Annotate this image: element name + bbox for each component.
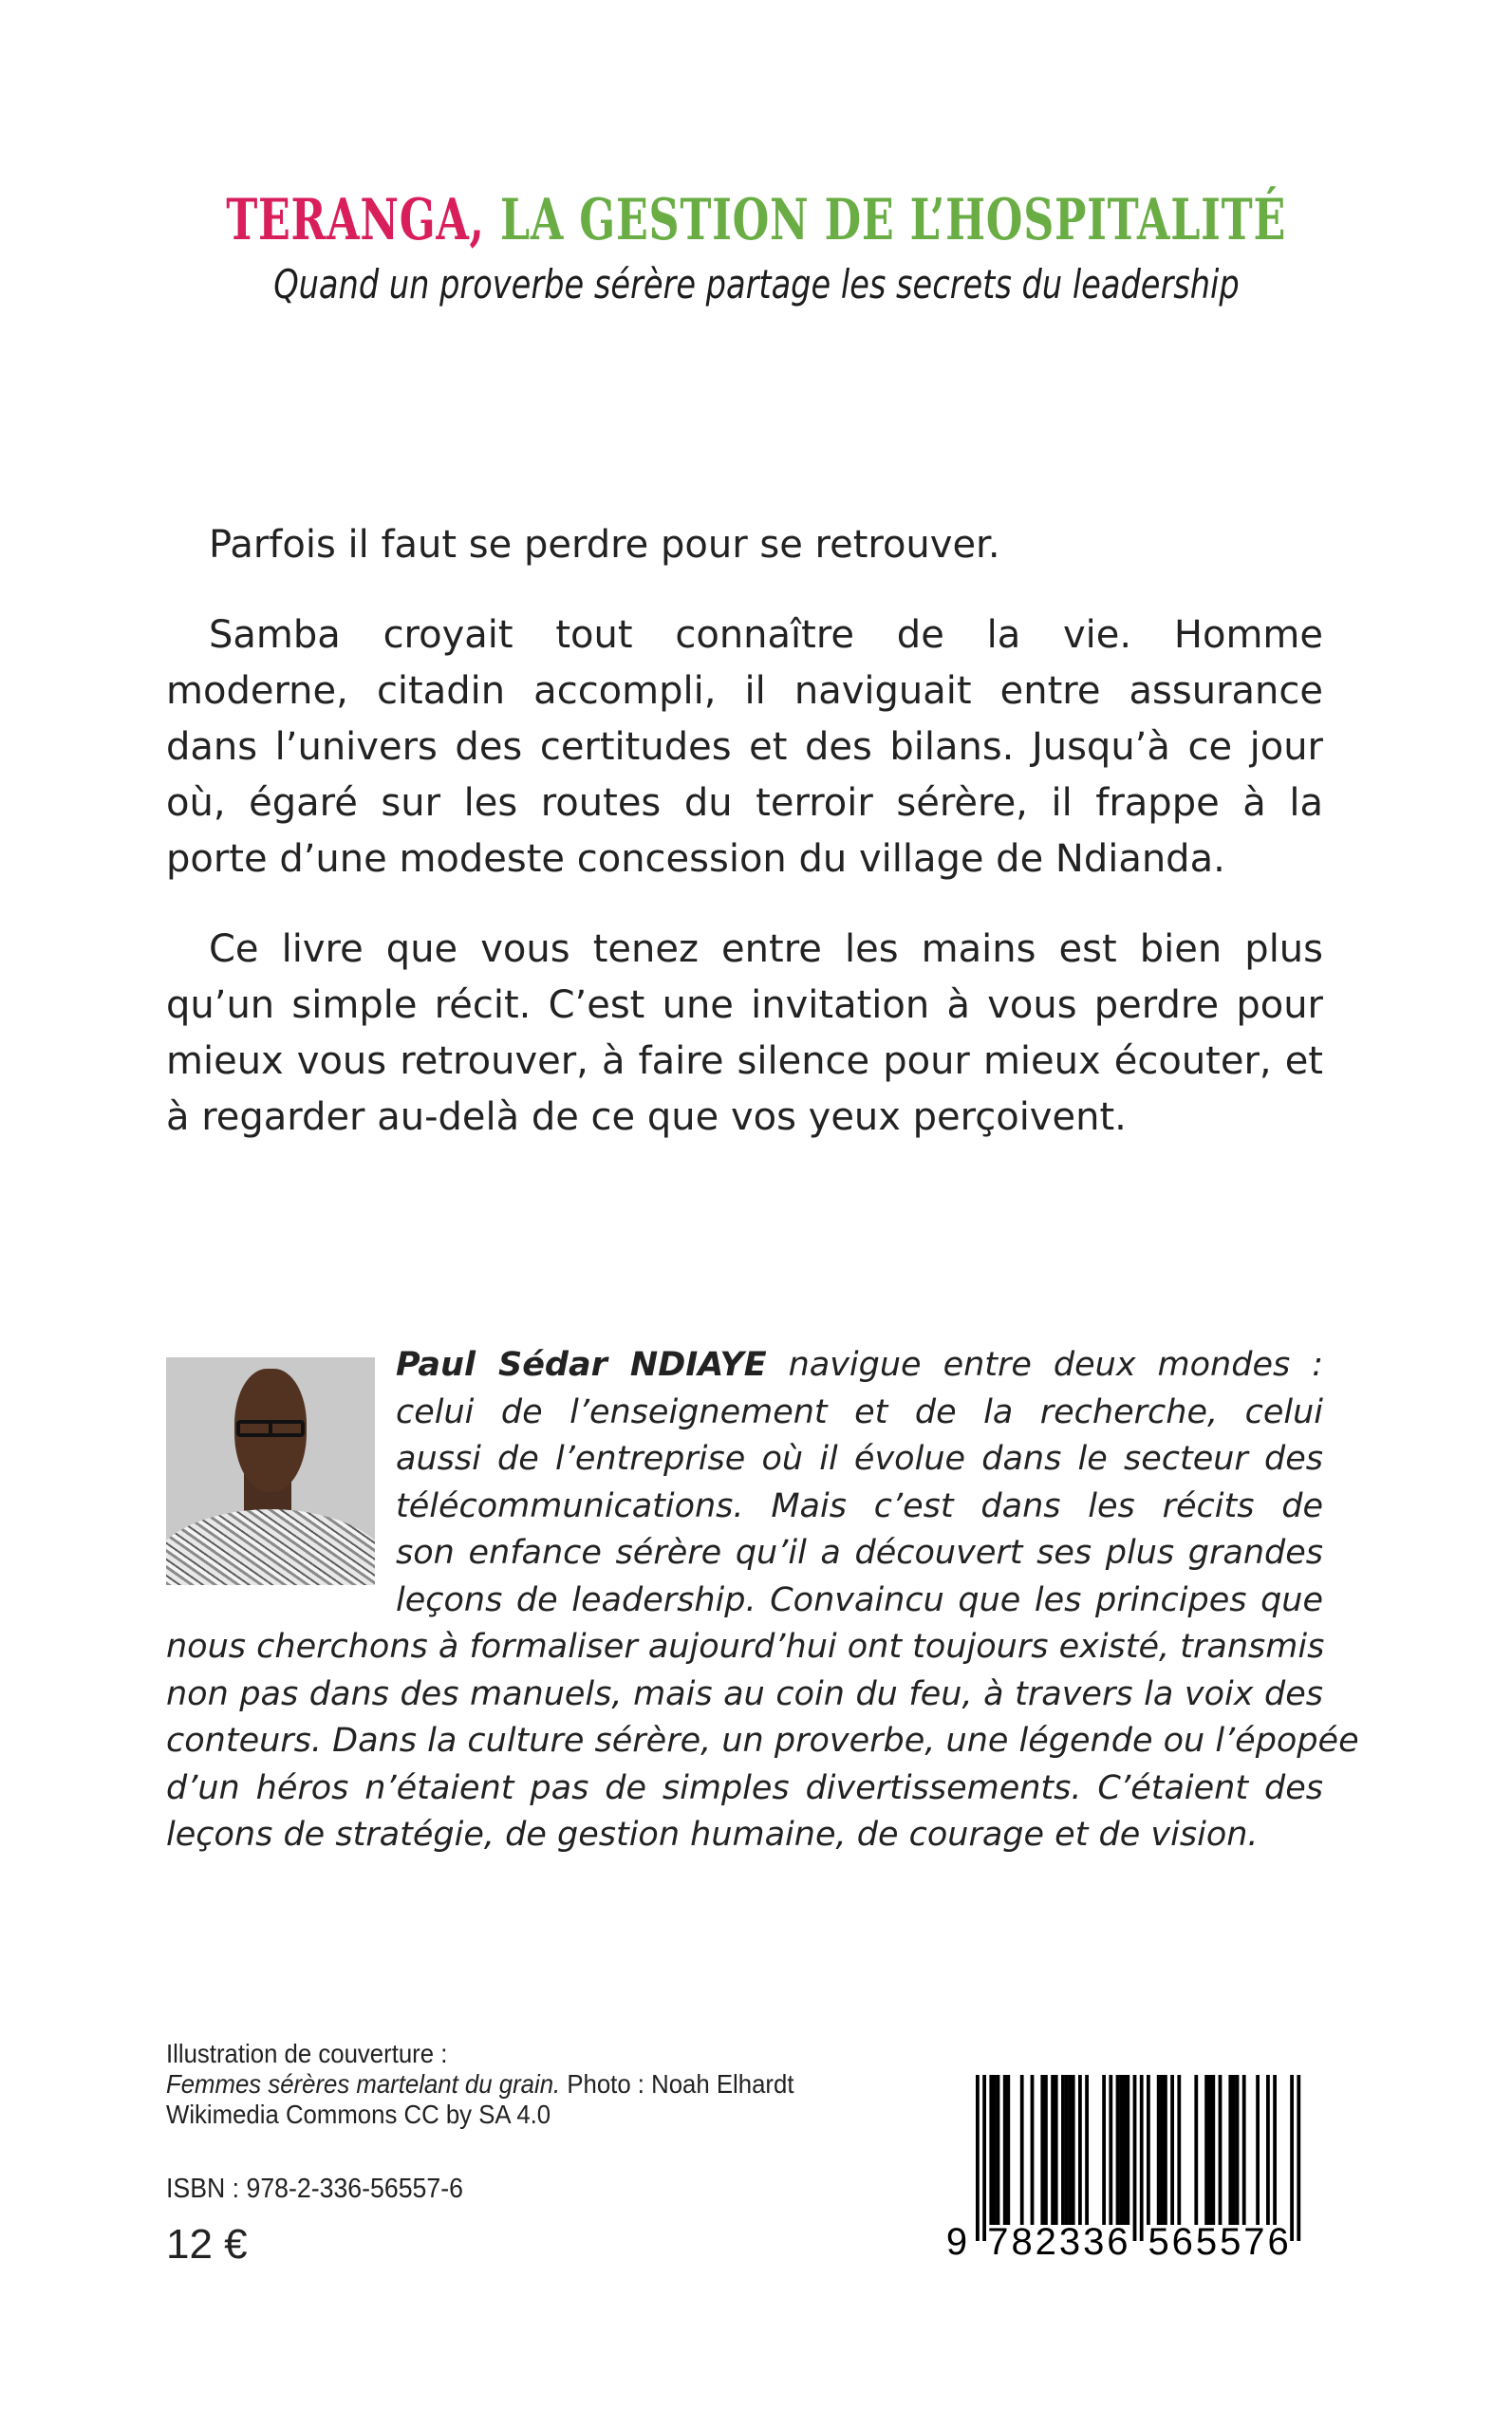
barcode-bar [1003, 2075, 1007, 2225]
blurb-line: porte d’une modeste concession du village de Ndianda. [166, 837, 1225, 881]
barcode-bar [1160, 2075, 1164, 2225]
barcode-bar [1273, 2075, 1277, 2225]
book-subtitle: Quand un proverbe sérère partage les secrets du leadership [272, 261, 1240, 308]
barcode-digit: 3 [1058, 2221, 1081, 2259]
bio-line: aussi de l’entreprise où il évolue dans le secteur des [396, 1440, 1323, 1478]
bio-line: son enfance sérère qu’il a découvert ses plus grandes [396, 1534, 1323, 1572]
barcode-bar [993, 2075, 997, 2225]
barcode-bar [1177, 2075, 1181, 2225]
barcode-bar [1157, 2075, 1161, 2225]
bio-line: non pas dans des manuels, mais au coin du feu, à travers la voix des [166, 1674, 1323, 1713]
barcode-bar [1170, 2075, 1174, 2225]
barcode-bar [1211, 2075, 1215, 2225]
barcode-bar [1006, 2075, 1010, 2225]
blurb-line: moderne, citadin accompli, il naviguait entre assurance [166, 669, 1323, 713]
barcode-digit: 2 [1035, 2221, 1056, 2259]
barcode-bar [1020, 2075, 1024, 2225]
credits-artwork: Femmes sérères martelant du grain. [166, 2069, 561, 2099]
barcode-bar [997, 2075, 1000, 2225]
barcode-bar [1051, 2075, 1055, 2225]
barcode-bar [1297, 2075, 1300, 2241]
barcode-bar [1147, 2075, 1150, 2225]
cover-credits [166, 2039, 793, 2130]
author-name: Paul Sédar NDIAYE [396, 1346, 767, 1384]
barcode-bar [989, 2075, 993, 2225]
barcode-bar [1266, 2075, 1270, 2225]
blurb-line: à regarder au-delà de ce que vos yeux perçoivent. [166, 1095, 1127, 1139]
bio-line: leçons de leadership. Convaincu que les principes que [396, 1580, 1323, 1619]
isbn: ISBN : 978-2-336-56557-6 [166, 2174, 463, 2204]
barcode-bar [1119, 2075, 1123, 2225]
barcode-bar [1109, 2075, 1112, 2225]
barcode-digit: 6 [1267, 2221, 1289, 2259]
barcode-digit: 7 [1243, 2221, 1265, 2259]
barcode-digit: 3 [1083, 2221, 1105, 2259]
barcode-bar [1040, 2075, 1044, 2225]
barcode-bar [1065, 2075, 1069, 2225]
barcode-bar [1072, 2075, 1075, 2225]
barcode-bar [1044, 2075, 1048, 2225]
barcode-bar [1055, 2075, 1058, 2225]
barcode-bar [1242, 2075, 1246, 2225]
barcode-bar [1078, 2075, 1082, 2225]
barcode-digit: 9 [945, 2221, 968, 2259]
barcode [940, 2069, 1329, 2259]
barcode-bar [1102, 2075, 1106, 2225]
barcode-digit: 5 [1148, 2221, 1169, 2259]
blurb-paragraph [166, 517, 1323, 573]
blurb-line: dans l’univers des certitudes et des bilans. Jusqu’à ce jour [166, 725, 1323, 769]
barcode-bar [1116, 2075, 1120, 2225]
barcode-bar [1126, 2075, 1129, 2225]
credits-label: Illustration de couverture : [166, 2039, 448, 2068]
bio-line: d’un héros n’étaient pas de simples divertissements. C’étaient des [166, 1768, 1323, 1807]
barcode-bar [1228, 2075, 1232, 2225]
barcode-digit: 8 [1011, 2221, 1033, 2259]
barcode-digit: 5 [1195, 2221, 1218, 2259]
price: 12 € [166, 2221, 248, 2268]
barcode-bar [1236, 2075, 1240, 2225]
barcode-bar [1031, 2075, 1035, 2225]
blurb [166, 517, 1323, 1180]
barcode-bar [976, 2075, 980, 2241]
credits-license: Wikimedia Commons CC by SA 4.0 [166, 2100, 551, 2129]
barcode-bar [1204, 2075, 1208, 2225]
barcode-bar [1232, 2075, 1236, 2225]
bio-line: celui de l’enseignement et de la recherche, celui [396, 1392, 1323, 1431]
title-rest: LA GESTION DE L’HOSPITALITÉ [499, 187, 1286, 253]
blurb-line: Ce livre que vous tenez entre les mains est bien plus [209, 927, 1323, 971]
bio-line: leçons de stratégie, de gestion humaine, de courage et de vision. [166, 1816, 1259, 1854]
bio-line: Paul Sédar NDIAYE navigue entre deux mondes : [396, 1346, 1323, 1384]
blurb-line: où, égaré sur les routes du terroir sérère, il frappe à la [166, 781, 1323, 825]
barcode-bar [1140, 2075, 1144, 2241]
bio-line: nous cherchons à formaliser aujourd’hui ont toujours existé, transmis [166, 1628, 1325, 1666]
barcode-bar [1256, 2075, 1260, 2225]
title-highlight: TERANGA, [226, 187, 485, 253]
barcode-digit: 5 [1220, 2221, 1241, 2259]
blurb-line: Parfois il faut se perdre pour se retrouver. [209, 523, 1000, 567]
barcode-digit: 7 [987, 2221, 1009, 2259]
credits-photo: Photo : Noah Elhardt [560, 2069, 794, 2099]
blurb-paragraph [166, 607, 1323, 887]
barcode-digit: 6 [1171, 2221, 1193, 2259]
barcode-bar [1164, 2075, 1167, 2225]
barcode-bar [1208, 2075, 1212, 2225]
author-bio [166, 1342, 1359, 1859]
barcode-bar [1068, 2075, 1072, 2225]
blurb-paragraph [166, 922, 1323, 1146]
blurb-line: Samba croyait tout connaître de la vie. Homme [209, 613, 1323, 657]
barcode-bar [1123, 2075, 1127, 2225]
barcode-digit: 6 [1107, 2221, 1129, 2259]
barcode-bar [1085, 2075, 1089, 2225]
barcode-bar [1061, 2075, 1065, 2225]
barcode-bar [1133, 2075, 1137, 2241]
bio-line: télécommunications. Mais c’est dans les récits de [396, 1486, 1323, 1525]
bio-line: conteurs. Dans la culture sérère, un proverbe, une légende ou l’épopée [166, 1722, 1359, 1760]
barcode-bar [982, 2075, 986, 2241]
barcode-bar [1290, 2075, 1294, 2241]
blurb-line: mieux vous retrouver, à faire silence pour mieux écouter, et [166, 1039, 1323, 1083]
barcode-bar [1219, 2075, 1223, 2225]
book-title [0, 186, 1512, 254]
barcode-bar [1194, 2075, 1198, 2225]
blurb-line: qu’un simple récit. C’est une invitation à vous perdre pour [166, 983, 1323, 1027]
